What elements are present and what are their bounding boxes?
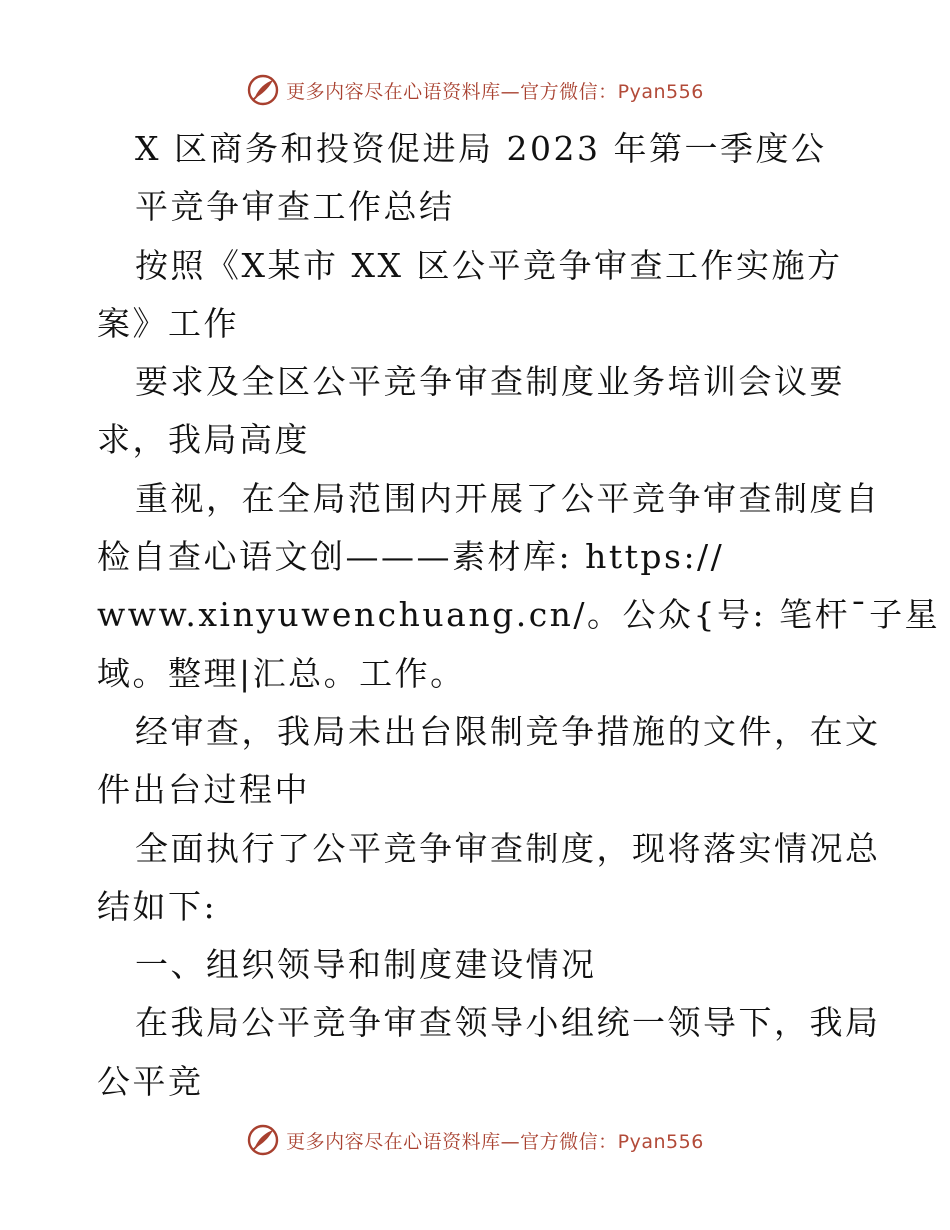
- title-line-1: X 区商务和投资促进局 2023 年第一季度公: [135, 129, 827, 168]
- paragraph-line: 经审查，我局未出台限制竞争措施的文件，在文: [135, 711, 881, 751]
- footer-banner: [0, 1120, 950, 1160]
- paragraph-line: 按照《X某市 XX 区公平竞争审查工作实施方: [135, 245, 843, 285]
- paragraph-line: 案》工作: [97, 303, 239, 343]
- feather-seal-icon: [246, 73, 280, 107]
- paragraph-line: 域。整理|汇总。工作。: [97, 653, 466, 693]
- paragraph-line: 要求及全区公平竞争审查制度业务培训会议要: [135, 362, 845, 402]
- paragraph-line: 重视，在全局范围内开展了公平竞争审查制度自: [135, 478, 881, 518]
- paragraph-line: 全面执行了公平竞争审查制度，现将落实情况总: [135, 828, 881, 868]
- title-line-2: 平竞争审查工作总结: [135, 187, 455, 227]
- header-banner: [0, 70, 950, 110]
- footer-banner-handle: Pyan556: [617, 1130, 704, 1153]
- document-body: [97, 120, 941, 1111]
- feather-seal-icon: [246, 1123, 280, 1157]
- paragraph-line: www.xinyuwenchuang.cn/。公众{号: 笔杆¯子星: [97, 595, 941, 635]
- header-banner-handle: Pyan556: [617, 80, 704, 103]
- paragraph-line: 在我局公平竞争审查领导小组统一领导下，我局: [135, 1003, 881, 1043]
- header-banner-text: 更多内容尽在心语资料库—官方微信：Pyan556: [286, 80, 704, 103]
- paragraph-line: 求，我局高度: [97, 420, 310, 460]
- section-heading: 一、组织领导和制度建设情况: [135, 945, 597, 985]
- paragraph-line: 结如下:: [97, 886, 218, 926]
- paragraph-line: 检自查心语文创———素材库: https://: [97, 537, 725, 577]
- footer-banner-text: 更多内容尽在心语资料库—官方微信：Pyan556: [286, 1130, 704, 1153]
- paragraph-line: 公平竞: [97, 1061, 204, 1101]
- paragraph-line: 件出台过程中: [97, 770, 310, 810]
